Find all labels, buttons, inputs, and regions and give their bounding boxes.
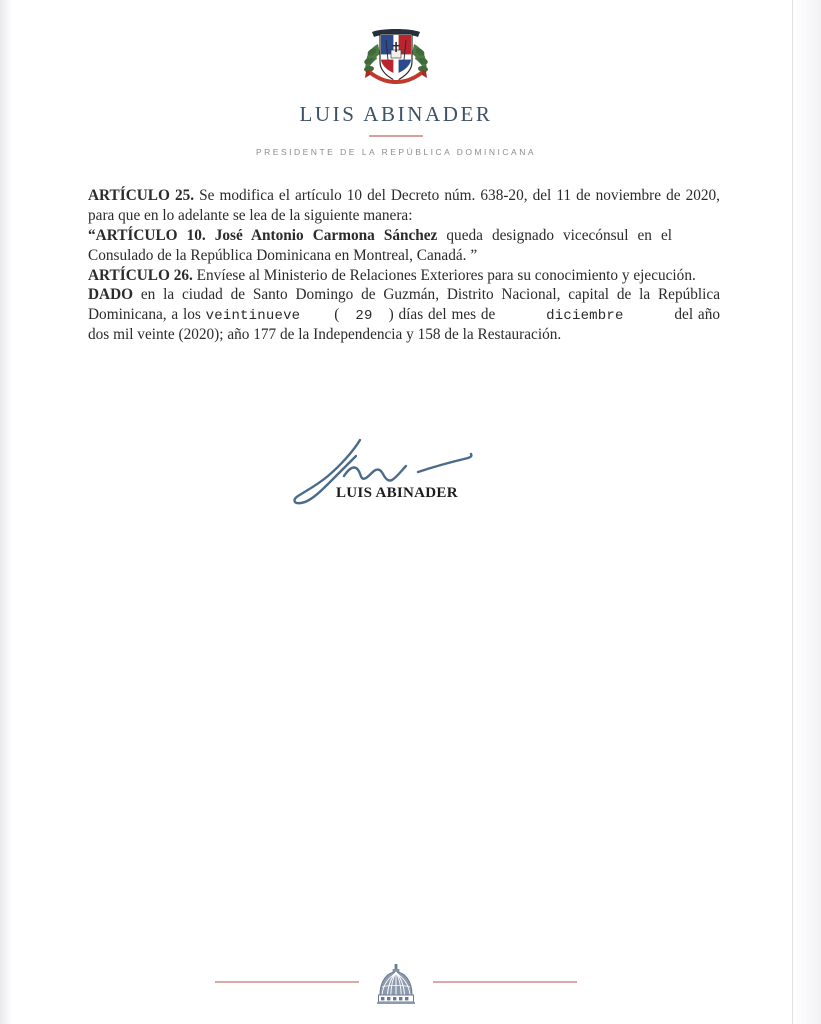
scan-edge-right [792, 0, 821, 1024]
dado-month: diciembre [546, 308, 624, 325]
article-26-label: ARTÍCULO 26. [88, 266, 193, 284]
footer-rule-right [433, 981, 577, 983]
president-title: PRESIDENTE DE LA REPÚBLICA DOMINICANA [255, 147, 537, 157]
quote-open: “ [88, 226, 96, 244]
dado-text-3: del año dos mil veinte (2020); año 177 de la Independencia y 158 de la Restauración. [88, 306, 720, 344]
paragraph-quoted-article-10 [88, 226, 672, 266]
document-footer [0, 958, 792, 1006]
header-divider [369, 135, 423, 137]
document-body [88, 186, 720, 345]
coat-of-arms-icon [358, 22, 434, 90]
dado-day-word: veintinueve [205, 308, 301, 325]
paragraph-article-25 [88, 186, 720, 226]
article-26-text: Envíese al Ministerio de Relaciones Exteriores para su conocimiento y ejecución. [192, 266, 696, 284]
article-25-text: Se modifica el artículo 10 del Decreto núm. 638-20, del 11 de noviembre de 2020, para que en lo adelante se lea de la siguiente manera: [88, 187, 720, 224]
dado-label: DADO [88, 286, 134, 304]
paragraph-dado [88, 285, 720, 345]
dado-paren-close: ) [388, 306, 394, 324]
quoted-article-text: queda designado vicecónsul en el Consulado de la República Dominicana en Montreal, Canadá. [88, 226, 672, 264]
dado-paren-open: ( [334, 306, 340, 324]
signature-name: LUIS ABINADER [336, 485, 458, 501]
national-palace-dome-icon [375, 962, 417, 1006]
signature-area [0, 432, 792, 522]
quote-close: ” [470, 246, 478, 264]
document-header [0, 0, 792, 157]
dado-day-number: 29 [355, 308, 373, 325]
paragraph-article-26 [88, 266, 720, 286]
article-25-label: ARTÍCULO 25. [88, 187, 195, 204]
quoted-article-label: ARTÍCULO 10. José Antonio Carmona Sánchez [95, 226, 438, 244]
president-name: LUIS ABINADER [299, 102, 493, 126]
footer-rule-left [215, 981, 359, 983]
dado-text-1: en la ciudad de Santo Domingo de Guzmán, Distrito Nacional, capital de la República Dominicana, a los [88, 286, 720, 324]
dado-text-2: días del mes de [393, 306, 501, 324]
